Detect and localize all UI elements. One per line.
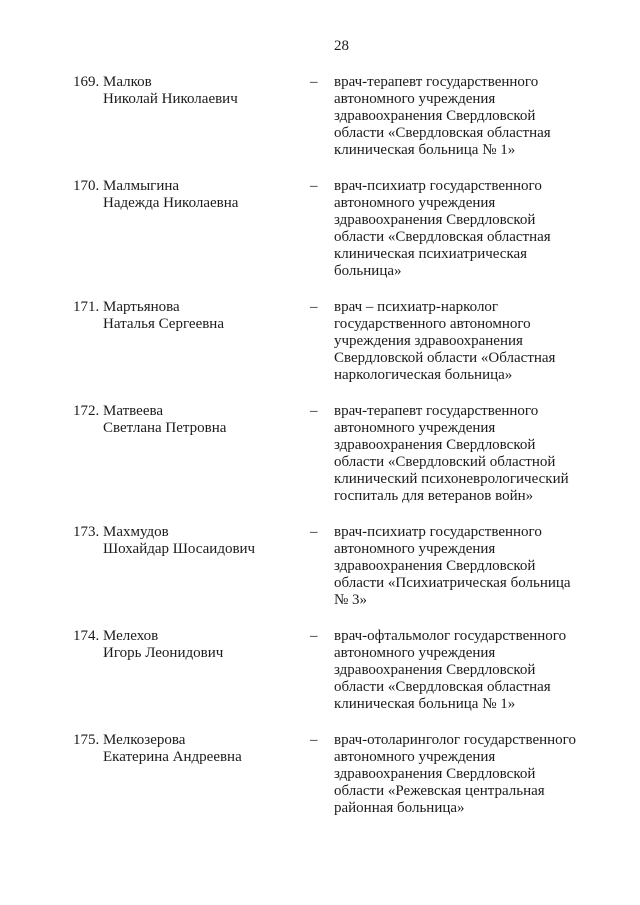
entry-name [103,178,310,212]
entry-number: 171. [73,299,100,315]
entry-description: врач-терапевт государственного автономного учреждения здравоохранения Свердловской области «Свердловская областная клиническая больница № 1» [334,74,551,158]
entry-given-names: Екатерина Андреевна [103,749,242,765]
entry-surname: Мартьянова [103,299,180,315]
entry-given-names: Шохайдар Шосаидович [103,541,256,557]
entry-surname: Мелехов [103,628,159,644]
entry-given-names: Игорь Леонидович [103,645,224,661]
list-entry [73,299,600,384]
entry-number: 169. [73,74,100,90]
list-entry [73,74,600,159]
entry-given-names: Николай Николаевич [103,91,238,107]
list-entry [73,732,600,817]
list-entry [73,628,600,713]
entry-given-names: Светлана Петровна [103,420,227,436]
entry-name [103,403,310,437]
entry-dash: – [310,524,318,540]
page-number: 28 [334,38,349,54]
entry-given-names: Надежда Николаевна [103,195,239,211]
entry-dash: – [310,732,318,748]
entry-name [103,524,310,558]
entry-description: врач – психиатр-нарколог государственного автономного учреждения здравоохранения Свердловской области «Областная наркологическая больница» [334,299,556,383]
entry-dash: – [310,299,318,315]
entry-surname: Мелкозерова [103,732,186,748]
entry-number: 172. [73,403,100,419]
entry-number: 170. [73,178,100,194]
list-entry [73,524,600,609]
entry-surname: Махмудов [103,524,169,540]
entry-surname: Малмыгина [103,178,180,194]
entry-description: врач-отоларинголог государственного автономного учреждения здравоохранения Свердловской области «Режевская центральная районная больница» [334,732,576,816]
entry-name [103,74,310,108]
entry-number: 173. [73,524,100,540]
entry-name [103,732,310,766]
entry-description: врач-офтальмолог государственного автономного учреждения здравоохранения Свердловской области «Свердловская областная клиническая больница № 1» [334,628,567,712]
entry-dash: – [310,628,318,644]
entry-number: 175. [73,732,100,748]
list-entry [73,403,600,505]
entry-surname: Малков [103,74,152,90]
entry-number: 174. [73,628,100,644]
entry-given-names: Наталья Сергеевна [103,316,224,332]
entry-surname: Матвеева [103,403,164,419]
list-entry [73,178,600,280]
entry-description: врач-психиатр государственного автономного учреждения здравоохранения Свердловской области «Свердловская областная клиническая психиатрическая больница» [334,178,551,279]
entry-description: врач-психиатр государственного автономного учреждения здравоохранения Свердловской области «Психиатрическая больница № 3» [334,524,571,608]
entry-description: врач-терапевт государственного автономного учреждения здравоохранения Свердловской области «Свердловский областной клинический психоневрологический госпиталь для ветеранов войн» [334,403,569,504]
entry-dash: – [310,178,318,194]
entry-dash: – [310,403,318,419]
entry-name [103,299,310,333]
entry-name [103,628,310,662]
entry-dash: – [310,74,318,90]
